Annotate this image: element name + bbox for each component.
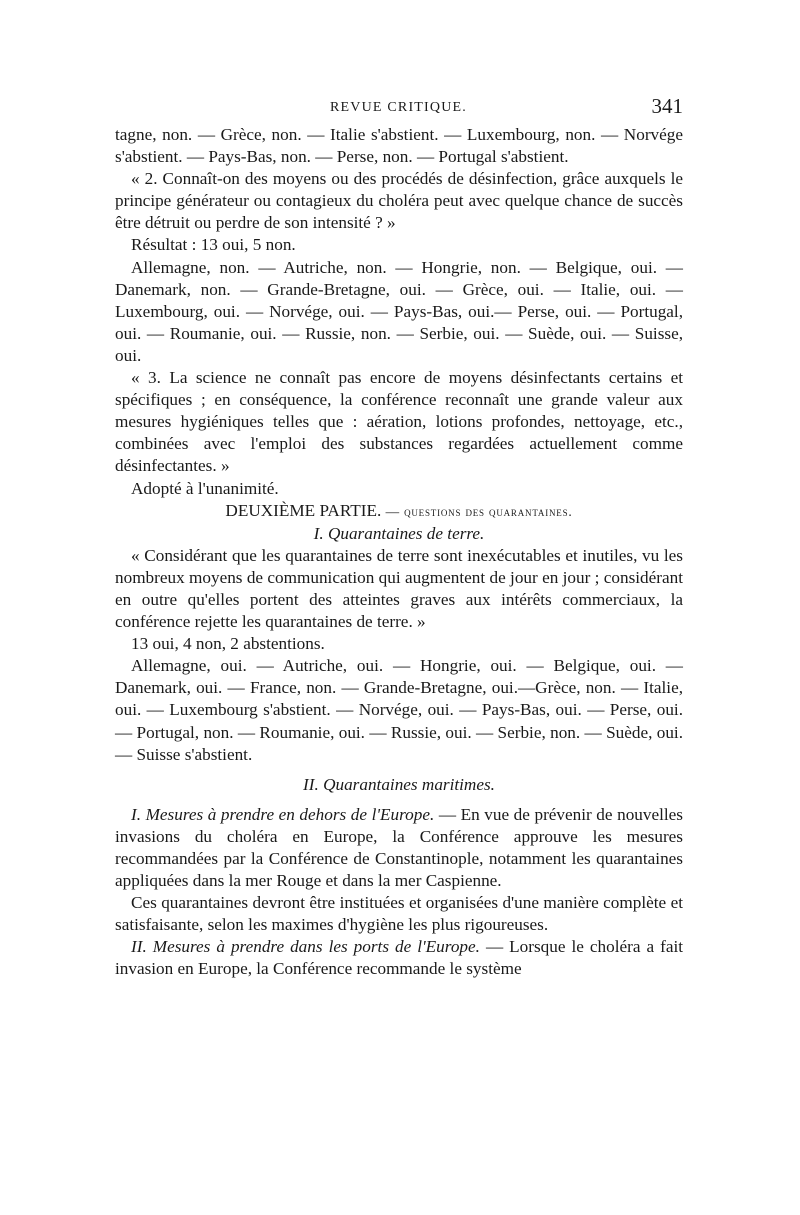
paragraph-quarantine-organisation: Ces quarantaines devront être instituées et organisées d'une manière complète et satisfaisante, selon les maximes d'hygiène les plus rigoureuses. <box>115 893 683 935</box>
paragraph-result: Résultat : 13 oui, 5 non. <box>131 235 296 255</box>
paragraph-measures-ports <box>115 936 683 980</box>
paragraph-votes-1: Allemagne, non. — Autriche, non. — Hongrie, non. — Belgique, oui. — Danemark, non. — Grande-Bretagne, oui. — Grèce, oui. — Italie, oui. — Luxembourg, oui. — Norvége, oui. — Pays-Bas, oui.— Perse, oui. — Portugal, oui. — Roumanie, oui. — Russie, non. — Serbie, oui. — Suède, oui. — Suisse, oui. <box>115 257 683 365</box>
body-text <box>115 124 683 981</box>
paragraph-adopted: Adopté à l'unanimité. <box>131 478 279 498</box>
page-number: 341 <box>651 94 683 118</box>
paragraph-considerant: « Considérant que les quarantaines de terre sont inexécutables et inutiles, vu les nombreux moyens de communication qui augmentent de jour en jour ; considérant en outre qu'elles portent des atteintes graves aux intérêts commerciaux, la conférence rejette les quarantaines de terre. » <box>115 545 683 632</box>
measures-outside-text: — En vue de prévenir de nouvelles invasions du choléra en Europe, la Conférence approuve les mesures recommandées par la Conférence de Constantinople, notamment les quarantaines appliquées dans la mer Rouge et dans la mer Caspienne. <box>115 804 683 891</box>
spacer <box>115 796 683 804</box>
book-page <box>115 94 683 981</box>
running-title: REVUE CRITIQUE. <box>330 100 467 115</box>
measures-outside-lead: I. Mesures à prendre en dehors de l'Europe. <box>131 804 435 824</box>
paragraph-measures-outside <box>115 804 683 892</box>
measures-ports-text: — Lorsque le choléra a fait invasion en Europe, la Conférence recommande le système <box>115 937 683 979</box>
section-heading-title: DEUXIÈME PARTIE. <box>225 500 382 520</box>
subheading-land-quarantines: I. Quarantaines de terre. <box>313 523 485 543</box>
paragraph-vote-count: 13 oui, 4 non, 2 abstentions. <box>131 634 325 654</box>
section-heading-subtitle: — questions des quarantaines. <box>385 503 573 519</box>
paragraph-continued: tagne, non. — Grèce, non. — Italie s'abstient. — Luxembourg, non. — Norvége s'abstient. — Pays-Bas, non. — Perse, non. — Portugal s'abstient. <box>115 125 683 167</box>
paragraph-votes-2: Allemagne, oui. — Autriche, oui. — Hongrie, oui. — Belgique, oui. —Danemark, oui. — France, non. — Grande-Bretagne, oui.—Grèce, non. — Italie, oui. — Luxembourg s'abstient. — Norvége, oui. — Pays-Bas, oui. — Perse, oui. — Portugal, non. — Roumanie, oui. — Russie, oui. — Serbie, non. — Suède, oui. — Suisse s'abstient. <box>115 656 683 764</box>
measures-ports-lead: II. Mesures à prendre dans les ports de l'Europe. <box>131 937 480 957</box>
paragraph-question-2: « 2. Connaît-on des moyens ou des procédés de désinfection, grâce auxquels le principe générateur ou contagieux du choléra peut avec quelque chance de succès être détruit ou perdre de son intensité ? » <box>115 169 683 233</box>
spacer <box>115 766 683 774</box>
subheading-maritime-quarantines: II. Quarantaines maritimes. <box>303 774 495 794</box>
running-head <box>115 94 683 124</box>
paragraph-question-3: « 3. La science ne connaît pas encore de moyens désinfectants certains et spécifiques ; en conséquence, la conférence reconnaît une grande valeur aux mesures hygiéniques telles que : aération, lotions profondes, nettoyage, etc., combinées avec l'emploi des substances regardées actuellement comme désinfectantes. » <box>115 368 683 476</box>
section-heading-part-two <box>115 500 683 523</box>
